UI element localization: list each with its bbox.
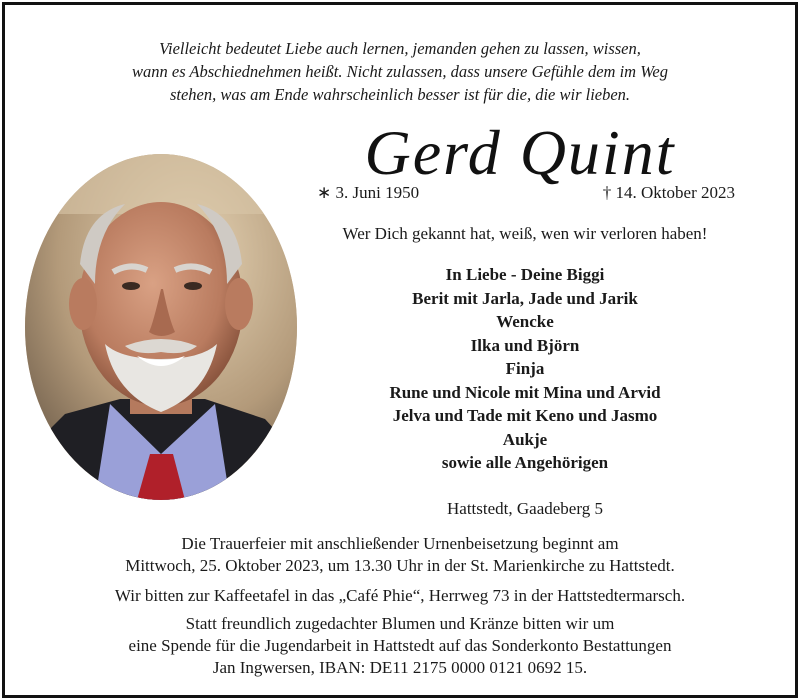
coffee-line: Wir bitten zur Kaffeetafel in das „Café Phie“, Herrweg 73 in der Hattstedtermarsch.	[114, 586, 686, 605]
quote-line: Vielleicht bedeutet Liebe auch lernen, jemanden gehen zu lassen, wissen,	[159, 39, 641, 58]
family-list	[295, 263, 755, 475]
family-line: Wencke	[496, 312, 554, 331]
ceremony-info	[25, 533, 775, 577]
coffee-info	[25, 585, 775, 607]
birth-date: ∗ 3. Juni 1950	[317, 183, 420, 202]
family-line: Rune und Nicole mit Mina und Arvid	[389, 382, 661, 402]
family-line: Finja	[505, 359, 545, 378]
family-line: In Liebe - Deine Biggi	[445, 265, 605, 284]
family-line: sowie alle Angehörigen	[441, 453, 609, 472]
family-line: Aukje	[502, 429, 548, 449]
donation-info	[25, 613, 775, 679]
address: Hattstedt, Gaadeberg 5	[447, 499, 603, 518]
obituary-card	[2, 2, 798, 698]
ceremony-line: Die Trauerfeier mit anschließender Urnenbeisetzung beginnt am	[181, 534, 619, 553]
quote-line: wann es Abschiednehmen heißt. Nicht zulassen, dass unsere Gefühle dem im Weg	[131, 62, 669, 81]
quote	[25, 37, 775, 106]
tagline: Wer Dich gekannt hat, weiß, wen wir verloren haben!	[342, 224, 708, 243]
donation-line: eine Spende für die Jugendarbeit in Hattstedt auf das Sonderkonto Bestattungen	[128, 636, 672, 655]
quote-line: stehen, was am Ende wahrscheinlich besser ist für die, die wir lieben.	[169, 85, 631, 104]
family-line: Berit mit Jarla, Jade und Jarik	[412, 288, 638, 308]
ceremony-line: Mittwoch, 25. Oktober 2023, um 13.30 Uhr in der St. Marienkirche zu Hattstedt.	[125, 556, 675, 575]
deceased-name: Gerd Quint	[364, 117, 676, 188]
family-line: Ilka und Björn	[470, 335, 580, 355]
donation-line: Jan Ingwersen, IBAN: DE11 2175 0000 0121 0692 15.	[212, 658, 588, 677]
donation-line: Statt freundlich zugedachter Blumen und Kränze bitten wir um	[185, 614, 615, 633]
family-line: Jelva und Tade mit Keno und Jasmo	[392, 406, 658, 425]
death-date: † 14. Oktober 2023	[602, 183, 735, 202]
portrait-photo	[25, 154, 297, 500]
